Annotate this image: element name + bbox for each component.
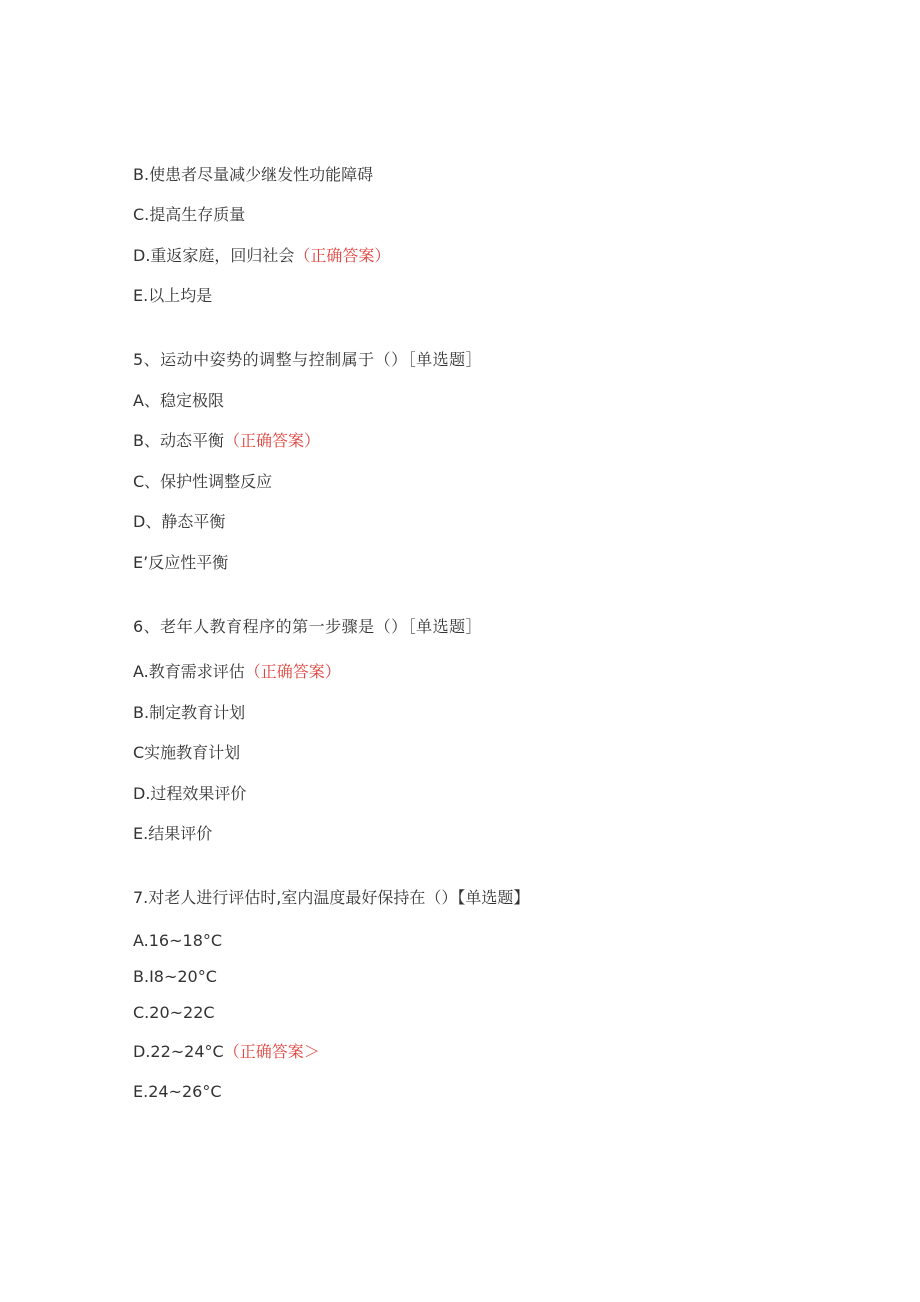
correct-answer-mark: （正确答案） [223, 431, 320, 450]
option-text: C实施教育计划 [133, 743, 241, 762]
option-text: E.结果评价 [133, 824, 213, 843]
question-text: 7.对老人进行评估时,室内温度最好保持在（）【单选题】 [133, 888, 530, 907]
correct-answer-mark: （正确答案） [294, 246, 391, 265]
option-c [133, 1003, 215, 1023]
option-text: A、稳定极限 [133, 391, 224, 410]
option-b [133, 967, 217, 987]
option-a [133, 931, 222, 951]
question-text: 5、运动中姿势的调整与控制属于（）［单选题］ [133, 350, 483, 369]
option-c [133, 743, 240, 763]
question-7 [133, 888, 529, 908]
option-text: D.过程效果评价 [133, 784, 247, 803]
option-c [133, 472, 272, 492]
option-b [133, 431, 320, 451]
option-text: C.提高生存质量 [133, 205, 246, 224]
option-d [133, 512, 225, 532]
option-e [133, 286, 212, 306]
option-text: D.22~24°C [133, 1042, 224, 1061]
option-text: C、保护性调整反应 [133, 472, 273, 491]
question-5 [133, 350, 482, 370]
option-b [133, 703, 245, 723]
correct-answer-mark: （正确答案＞ [223, 1042, 320, 1061]
option-e [133, 824, 212, 844]
option-text: B.I8~20°C [133, 967, 217, 986]
option-e [133, 553, 228, 573]
option-text: A.16~18°C [133, 931, 223, 950]
option-b [133, 165, 373, 185]
option-e [133, 1082, 222, 1102]
option-text: B.制定教育计划 [133, 703, 246, 722]
option-text: E.24~26°C [133, 1082, 222, 1101]
option-text: E.以上均是 [133, 286, 213, 305]
option-c [133, 205, 245, 225]
option-text: D.重返家庭，回归社会 [133, 246, 295, 265]
question-6 [133, 617, 482, 637]
option-a [133, 662, 341, 682]
question-text: 6、老年人教育程序的第一步骤是（）［单选题］ [133, 617, 483, 636]
option-text: B、动态平衡 [133, 431, 224, 450]
option-text: E’反应性平衡 [133, 553, 229, 572]
option-text: C.20~22C [133, 1003, 215, 1022]
option-d [133, 1042, 320, 1062]
correct-answer-mark: （正确答案） [244, 662, 341, 681]
option-text: A.教育需求评估 [133, 662, 245, 681]
option-a [133, 391, 224, 411]
option-text: D、静态平衡 [133, 512, 226, 531]
option-text: B.使患者尽量减少继发性功能障碍 [133, 165, 374, 184]
option-d [133, 246, 390, 266]
option-d [133, 784, 246, 804]
